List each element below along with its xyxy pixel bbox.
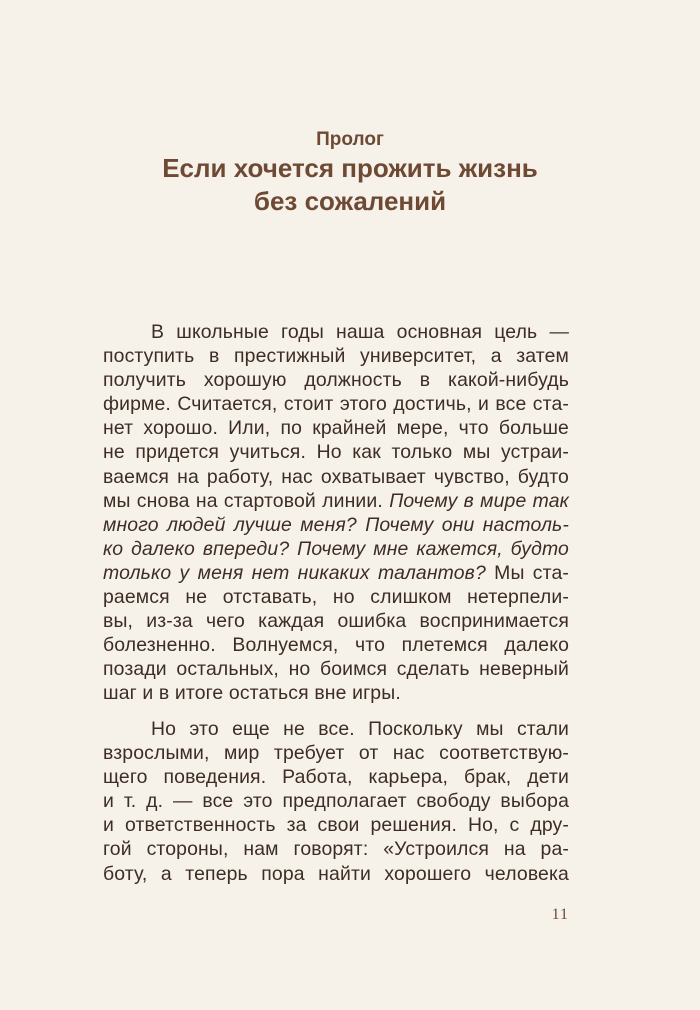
text-line: и ответственность за свои решения. Но, с дру-: [103, 814, 569, 837]
text-line: щего поведения. Работа, карьера, брак, дети: [103, 766, 569, 789]
text-line: получить хорошую должность в какой-нибудь: [103, 369, 569, 392]
text-plain: Мы ста-: [485, 561, 569, 584]
chapter-title: [0, 152, 700, 218]
text-line: шаг и в итоге остаться вне игры.: [103, 682, 401, 705]
text-line: [103, 489, 569, 513]
text-line: гой стороны, нам говорят: «Устроился на ра-: [103, 838, 569, 861]
text-italic: Почему в мире так: [389, 489, 569, 512]
chapter-title-line-2: без сожалений: [253, 186, 447, 216]
text-line: В школьные годы наша основная цель —: [151, 321, 569, 343]
page-number: 11: [551, 906, 569, 923]
text-line: Но это еще не все. Поскольку мы стали: [151, 718, 569, 740]
text-line-italic: много людей лучше меня? Почему они настоль-: [103, 513, 569, 536]
text-line: ваемся на работу, нас охватывает чувство, будто: [103, 465, 569, 488]
text-line: раемся не отставать, но слишком нетерпели-: [103, 586, 569, 609]
text-line: не придется учиться. Но как только мы устраи-: [103, 441, 569, 464]
text-line: вы, из-за чего каждая ошибка воспринимается: [103, 610, 569, 633]
text-line: взрослыми, мир требует от нас соответствую-: [103, 742, 569, 765]
text-line: нет хорошо. Или, по крайней мере, что больше: [103, 417, 569, 440]
chapter-title-line-1: Если хочется прожить жизнь: [162, 153, 538, 183]
text-line: боту, а теперь пора найти хорошего человека: [103, 862, 569, 885]
chapter-label: Пролог: [316, 129, 384, 150]
text-line: [103, 561, 569, 585]
paragraph-1: [103, 320, 569, 706]
text-plain: мы снова на стартовой линии.: [103, 489, 390, 512]
paragraph-2: [103, 717, 569, 886]
text-line-italic: ко далеко впереди? Почему мне кажется, будто: [103, 537, 569, 560]
text-line: и т. д. — все это предполагает свободу выбора: [103, 790, 569, 813]
text-line: поступить в престижный университет, а затем: [103, 345, 569, 368]
text-line: болезненно. Волнуемся, что плетемся далеко: [103, 634, 569, 657]
text-italic: только у меня нет никаких талантов?: [103, 561, 486, 584]
text-line: позади остальных, но боимся сделать неверный: [103, 658, 569, 681]
text-line: фирме. Считается, стоит этого достичь, и все ста-: [103, 393, 569, 416]
